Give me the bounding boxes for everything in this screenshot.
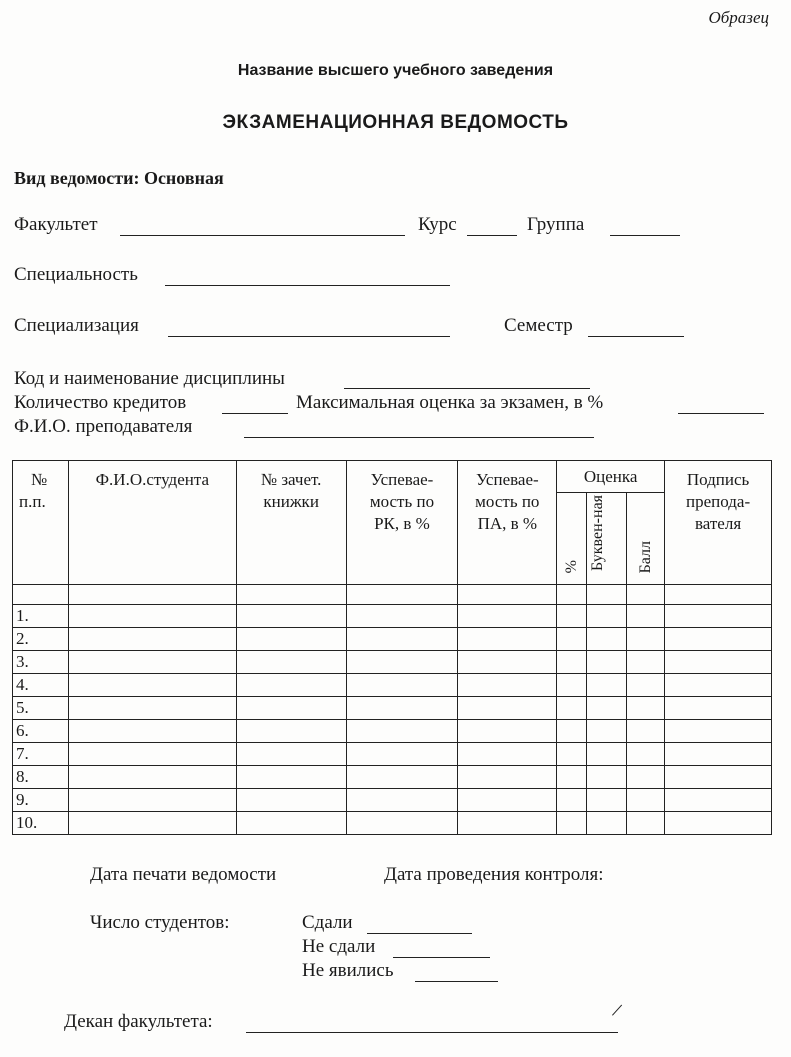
passed-label: Сдали: [302, 912, 353, 933]
col-percent-header: %: [557, 493, 587, 585]
table-row[interactable]: 10.: [13, 812, 772, 835]
absent-line[interactable]: [415, 981, 498, 982]
table-row[interactable]: 6.: [13, 720, 772, 743]
col-record-header: № зачет. книжки: [236, 461, 346, 585]
dean-label: Декан факультета:: [64, 1011, 213, 1032]
credits-label: Количество кредитов: [14, 392, 187, 413]
course-label: Курс: [418, 214, 457, 235]
faculty-label: Факультет: [14, 214, 98, 235]
table-row[interactable]: 2.: [13, 628, 772, 651]
university-name: Название высшего учебного заведения: [237, 62, 554, 79]
grade-table: [12, 460, 772, 835]
col-student-header: Ф.И.О.студента: [68, 461, 236, 585]
control-date-label: Дата проведения контроля:: [384, 864, 604, 885]
discipline-label: Код и наименование дисциплины: [14, 368, 285, 389]
col-rk-header: Успевае- мость по РК, в %: [346, 461, 458, 585]
table-row[interactable]: 7.: [13, 743, 772, 766]
credits-line[interactable]: [222, 413, 288, 414]
teacher-label: Ф.И.О. преподавателя: [14, 416, 193, 437]
table-row[interactable]: 8.: [13, 766, 772, 789]
failed-label: Не сдали: [302, 936, 376, 957]
group-line[interactable]: [610, 235, 680, 236]
failed-line[interactable]: [393, 957, 490, 958]
specialty-line[interactable]: [165, 285, 450, 286]
absent-label: Не явились: [302, 960, 394, 981]
col-signature-header: Подпись препода- вателя: [665, 461, 772, 585]
col-pa-header: Успевае- мость по ПА, в %: [458, 461, 557, 585]
max-score-line[interactable]: [678, 413, 764, 414]
col-grade-header: Оценка: [557, 461, 665, 493]
table-row[interactable]: 4.: [13, 674, 772, 697]
dean-line-tick: [612, 1005, 622, 1016]
col-letter-header: Буквен-ная: [587, 493, 627, 585]
table-row[interactable]: 1.: [13, 605, 772, 628]
sample-label: Образец: [708, 8, 769, 27]
sheet-type: Вид ведомости: Основная: [14, 168, 224, 188]
table-row[interactable]: 5.: [13, 697, 772, 720]
students-count-label: Число студентов:: [90, 912, 230, 933]
table-spacer-row: [13, 585, 772, 605]
discipline-line[interactable]: [344, 388, 590, 389]
teacher-line[interactable]: [244, 437, 594, 438]
table-row[interactable]: 9.: [13, 789, 772, 812]
print-date-label: Дата печати ведомости: [90, 864, 277, 885]
specialization-label: Специализация: [14, 315, 139, 336]
dean-line[interactable]: [246, 1032, 618, 1033]
semester-label: Семестр: [504, 315, 573, 336]
col-number-header: № п.п.: [13, 461, 69, 585]
col-points-header: Балл: [627, 493, 665, 585]
specialization-line[interactable]: [168, 336, 450, 337]
max-score-label: Максимальная оценка за экзамен, в %: [296, 392, 604, 413]
specialty-label: Специальность: [14, 264, 138, 285]
semester-line[interactable]: [588, 336, 684, 337]
passed-line[interactable]: [367, 933, 472, 934]
group-label: Группа: [527, 214, 585, 235]
table-row[interactable]: 3.: [13, 651, 772, 674]
document-title: ЭКЗАМЕНАЦИОННАЯ ВЕДОМОСТЬ: [222, 112, 569, 133]
faculty-line[interactable]: [120, 235, 405, 236]
course-line[interactable]: [467, 235, 517, 236]
